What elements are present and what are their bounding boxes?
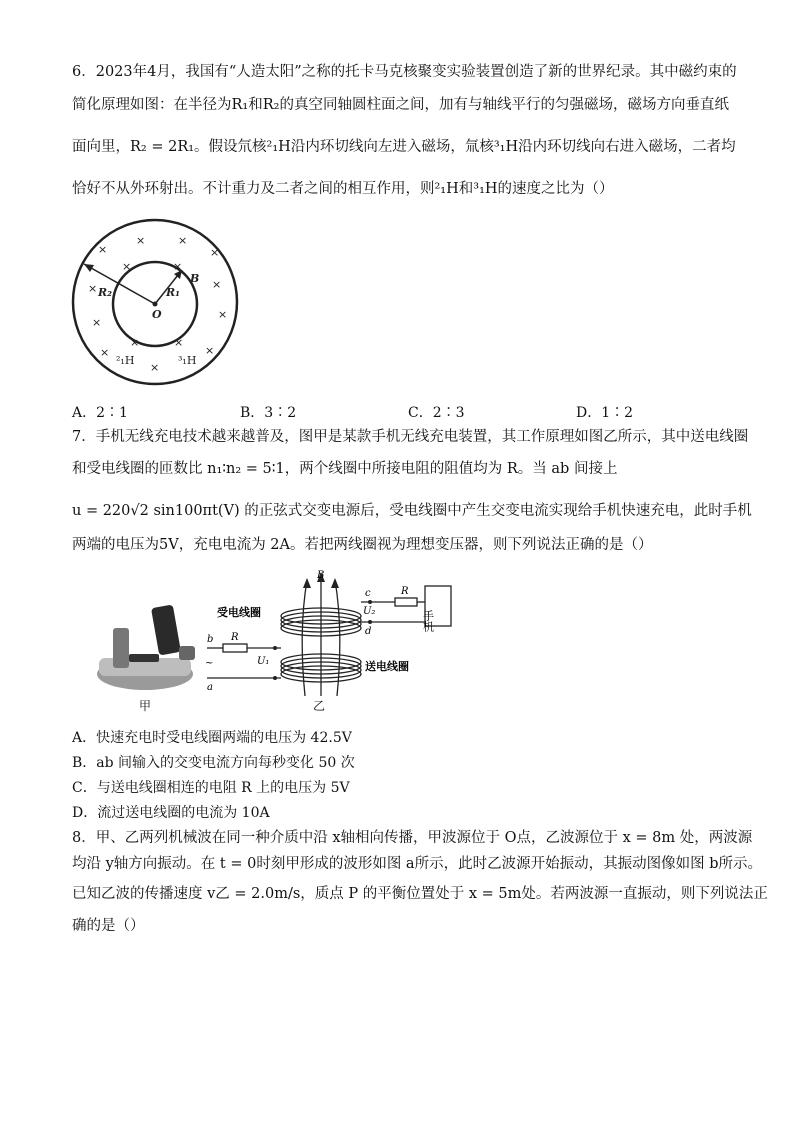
q8-line-3: 已知乙波的传播速度 v乙 = 2.0m/s，质点 P 的平衡位置处于 x = 5m处。若两波源一直振动，则下列说法正 [72,886,768,902]
caption-jia: 甲 [139,699,152,713]
label-u2: U₂ [363,606,376,617]
svg-text:×: × [100,346,110,359]
label-phone: 手机 [421,610,435,632]
label-a: a [207,682,213,693]
q6-line-4: 恰好不从外环射出。不计重力及二者之间的相互作用，则²₁H和³₁H的速度之比为（） [72,181,614,197]
caption-yi: 乙 [313,699,326,713]
q7-option-b[interactable]: B．ab 间输入的交变电流方向每秒变化 50 次 [72,755,355,771]
q8-line-4: 确的是（） [72,918,145,934]
q7-line-3: u = 220√2 sin100πt(V) 的正弦式交变电源后，受电线圈中产生交变电流实现给手机快速充电，此时手机 [72,503,752,519]
svg-text:×: × [173,260,183,273]
q7-option-c[interactable]: C．与送电线圈相连的电阻 R 上的电压为 5V [72,780,350,796]
svg-text:×: × [88,282,98,295]
svg-text:×: × [210,246,220,259]
svg-text:×: × [212,278,222,291]
charger-photo [97,604,195,690]
q7-option-a[interactable]: A．快速充电时受电线圈两端的电压为 42.5V [72,730,352,746]
svg-text:×: × [150,361,160,374]
svg-text:×: × [130,336,140,349]
q6-line-3: 面向里，R₂ = 2R₁。假设氘核²₁H沿内环切线向左进入磁场，氚核³₁H沿内环切线向右进入磁场，二者均 [72,139,736,155]
label-r1: R₁ [166,286,180,299]
svg-text:×: × [136,234,146,247]
label-r-bottom: R [231,632,239,643]
svg-text:×: × [122,260,132,273]
label-tilde: ~ [205,658,214,669]
q7-line-2: 和受电线圈的匝数比 n₁∶n₂ = 5∶1，两个线圈中所接电阻的阻值均为 R。当 ab 间接上 [72,461,618,477]
q8-line-1: 8．甲、乙两列机械波在同一种介质中沿 x轴相向传播，甲波源位于 O点，乙波源位于 x = 8m 处，两波源 [72,830,753,846]
q6-line-1: 6．2023年4月，我国有“人造太阳”之称的托卡马克核聚变实验装置创造了新的世界纪录。其中磁约束的 [72,64,737,80]
label-send-coil: 送电线圈 [365,660,409,673]
q7-wireless-charger-figure [95,566,455,716]
label-o: O [152,308,162,321]
q6-magnetic-field-figure [70,218,245,390]
q7-line-4: 两端的电压为5V，充电电流为 2A。若把两线圈视为理想变压器，则下列说法正确的是（） [72,537,653,553]
svg-text:×: × [178,234,188,247]
q6-option-b[interactable]: B．3∶2 [240,405,297,421]
label-u1: U₁ [257,656,270,667]
q6-option-a[interactable]: A．2∶1 [72,405,128,421]
q7-line-1: 7．手机无线充电技术越来越普及，图甲是某款手机无线充电装置，其工作原理如图乙所示，其中送电线圈 [72,429,749,445]
svg-text:×: × [92,316,102,329]
q7-option-d[interactable]: D．流过送电线圈的电流为 10A [72,805,270,821]
label-recv-coil: 受电线圈 [217,606,261,619]
label-b: b [207,634,214,645]
svg-text:×: × [205,344,215,357]
label-b-field: B [317,570,325,581]
label-deuteron: ²₁H [116,354,135,367]
label-r2: R₂ [98,286,112,299]
q6-line-2: 简化原理如图：在半径为R₁和R₂的真空同轴圆柱面之间，加有与轴线平行的匀强磁场，磁场方向垂直纸 [72,97,729,113]
svg-text:×: × [98,243,108,256]
svg-text:×: × [218,308,228,321]
label-c: c [365,588,371,599]
svg-text:×: × [174,336,184,349]
label-d: d [365,626,372,637]
q8-line-2: 均沿 y轴方向振动。在 t = 0时刻甲形成的波形如图 a所示，此时乙波源开始振动，其振动图像如图 b所示。 [72,856,762,872]
label-b: B [190,272,200,285]
q6-option-d[interactable]: D．1∶2 [576,405,634,421]
q6-option-c[interactable]: C．2∶3 [408,405,465,421]
label-triton: ³₁H [178,354,197,367]
label-r-top: R [401,586,409,597]
